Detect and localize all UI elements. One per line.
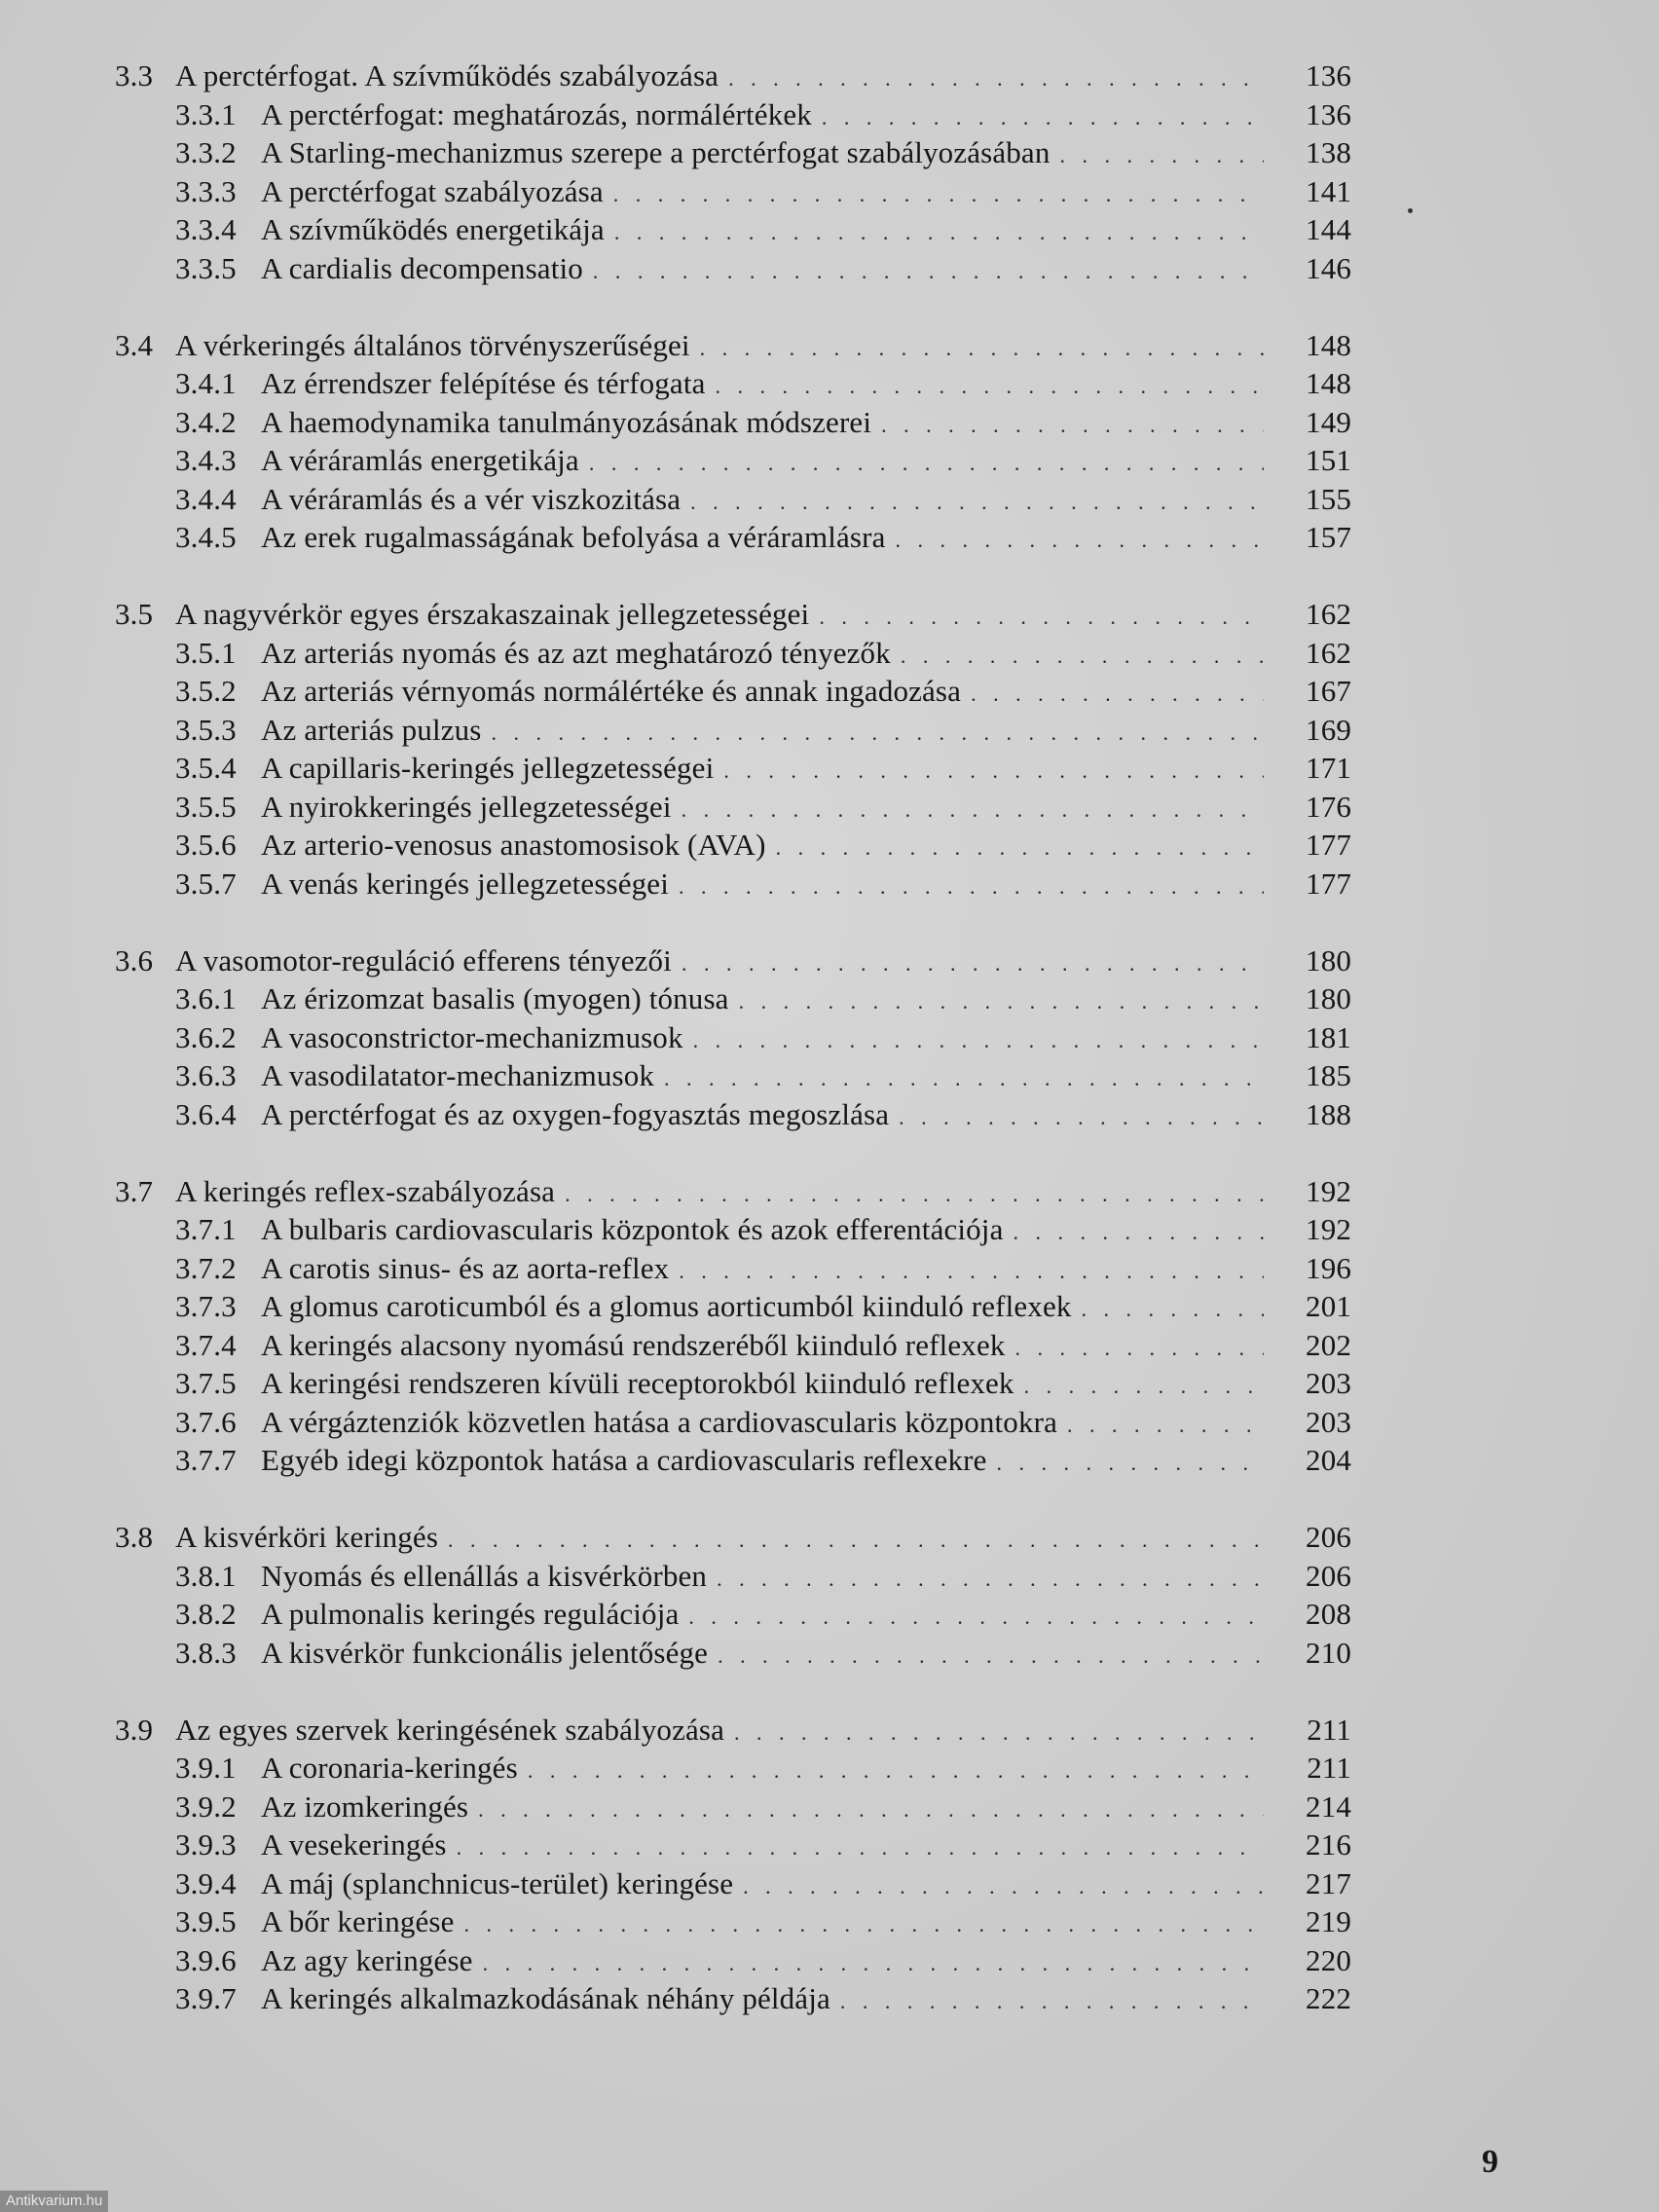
dot-leader <box>700 329 1264 368</box>
toc-section <box>115 1172 1351 1480</box>
subsection-number: 3.5.3 <box>175 712 237 747</box>
page-reference: 219 <box>1306 1904 1351 1938</box>
subsection-number: 3.3.3 <box>175 173 237 208</box>
dot-leader <box>688 1598 1264 1637</box>
toc-section <box>115 326 1351 557</box>
page-reference: 202 <box>1306 1327 1351 1362</box>
page-reference: 217 <box>1306 1865 1351 1900</box>
dot-leader <box>1013 1213 1264 1252</box>
toc-section <box>115 941 1351 1134</box>
toc-section <box>115 1518 1351 1672</box>
subsection-title: Az arteriás pulzus <box>261 712 482 747</box>
subsection-title: A vesekeringés <box>261 1827 447 1862</box>
subsection-number: 3.5.2 <box>175 674 237 708</box>
toc-subsection-row <box>115 480 1351 519</box>
dot-leader <box>739 982 1264 1021</box>
subsection-title: A nyirokkeringés jellegzetességei <box>261 789 672 824</box>
subsection-title: A perctérfogat szabályozása <box>261 173 604 208</box>
section-number: 3.5 <box>115 597 154 631</box>
subsection-number: 3.3.2 <box>175 135 237 169</box>
section-title: A nagyvérkör egyes érszakaszainak jellegzetességei <box>175 597 810 631</box>
toc-subsection-row <box>115 518 1351 557</box>
toc-section-row <box>115 1172 1351 1211</box>
dot-leader <box>1067 1406 1264 1445</box>
dot-leader <box>448 1521 1264 1560</box>
subsection-number: 3.8.1 <box>175 1558 237 1593</box>
section-number: 3.3 <box>115 58 154 92</box>
toc-subsection-row <box>115 1902 1351 1941</box>
toc-subsection-row <box>115 634 1351 673</box>
toc-subsection-row <box>115 749 1351 788</box>
dot-leader <box>682 791 1264 830</box>
toc-subsection-row <box>115 1364 1351 1403</box>
subsection-number: 3.5.1 <box>175 635 237 670</box>
section-title: A perctérfogat. A szívműködés szabályozása <box>175 58 719 92</box>
subsection-number: 3.9.7 <box>175 1981 237 2015</box>
toc-subsection-row <box>115 1249 1351 1288</box>
subsection-title: A carotis sinus- és az aorta-reflex <box>261 1250 670 1285</box>
page-reference: 220 <box>1306 1942 1351 1977</box>
section-number: 3.6 <box>115 942 154 977</box>
subsection-number: 3.5.7 <box>175 866 237 901</box>
toc-subsection-row <box>115 249 1351 288</box>
watermark: Antikvarium.hu <box>0 2191 108 2212</box>
subsection-number: 3.6.1 <box>175 981 237 1015</box>
page-reference: 136 <box>1306 58 1351 92</box>
page-reference: 203 <box>1306 1404 1351 1439</box>
page-reference: 204 <box>1306 1443 1351 1477</box>
subsection-title: Az arterio-venosus anastomosisok (AVA) <box>261 828 766 862</box>
subsection-title: A pulmonalis keringés regulációja <box>261 1597 680 1631</box>
dot-leader <box>1024 1367 1264 1406</box>
dot-leader <box>734 1714 1264 1752</box>
dot-leader <box>682 944 1264 983</box>
dot-leader <box>679 1252 1264 1291</box>
subsection-title: A keringés alkalmazkodásának néhány példája <box>261 1981 830 2015</box>
toc-subsection-row <box>115 95 1351 134</box>
page-reference: 144 <box>1306 212 1351 246</box>
toc-subsection-row <box>115 1287 1351 1326</box>
toc-subsection-row <box>115 1749 1351 1788</box>
subsection-number: 3.7.1 <box>175 1212 237 1246</box>
dot-leader <box>483 1944 1264 1983</box>
dot-leader <box>593 252 1264 291</box>
dot-leader <box>1082 1290 1264 1329</box>
subsection-title: Az izomkeringés <box>261 1788 469 1824</box>
subsection-number: 3.3.5 <box>175 250 237 285</box>
page-reference: 185 <box>1306 1058 1351 1092</box>
subsection-number: 3.6.2 <box>175 1019 237 1054</box>
subsection-title: Az arteriás vérnyomás normálértéke és annak ingadozása <box>261 674 962 708</box>
toc-section-row <box>115 595 1351 634</box>
toc-subsection-row <box>115 1441 1351 1480</box>
dot-leader <box>728 59 1264 98</box>
toc-subsection-row <box>115 1864 1351 1903</box>
dot-leader <box>717 1560 1264 1599</box>
subsection-title: A glomus caroticumból és a glomus aorticumból kiinduló reflexek <box>261 1289 1072 1323</box>
toc-subsection-row <box>115 1326 1351 1365</box>
subsection-title: Az érizomzat basalis (myogen) tónusa <box>261 981 729 1015</box>
dot-leader <box>693 1021 1264 1060</box>
section-number: 3.4 <box>115 327 154 362</box>
subsection-number: 3.7.5 <box>175 1366 237 1400</box>
subsection-title: A coronaria-keringés <box>261 1751 518 1785</box>
page-reference: 216 <box>1306 1827 1351 1862</box>
toc-section-row <box>115 326 1351 365</box>
subsection-title: A véráramlás energetikája <box>261 443 579 477</box>
page-reference: 136 <box>1306 96 1351 131</box>
page-reference: 155 <box>1306 481 1351 516</box>
subsection-title: A keringés alacsony nyomású rendszeréből kiinduló reflexek <box>261 1327 1006 1362</box>
page-reference: 148 <box>1306 327 1351 362</box>
toc-subsection-row <box>115 672 1351 711</box>
section-title: A kisvérköri keringés <box>175 1520 439 1554</box>
subsection-number: 3.9.3 <box>175 1827 237 1862</box>
subsection-number: 3.8.3 <box>175 1635 237 1670</box>
page-reference: 180 <box>1306 942 1351 977</box>
section-title: Az egyes szervek keringésének szabályozása <box>175 1712 725 1747</box>
toc-subsection-row <box>115 1403 1351 1442</box>
dot-leader <box>589 444 1264 483</box>
subsection-number: 3.5.5 <box>175 789 237 824</box>
page-reference: 206 <box>1306 1520 1351 1554</box>
toc-subsection-row <box>115 1634 1351 1673</box>
dot-leader <box>565 1175 1264 1214</box>
dot-leader <box>718 1637 1264 1676</box>
toc-subsection-row <box>115 788 1351 827</box>
toc-section-row <box>115 1711 1351 1750</box>
page-reference: 176 <box>1306 789 1351 824</box>
subsection-number: 3.7.3 <box>175 1289 237 1323</box>
subsection-title: Az erek rugalmasságának befolyása a véráramlásra <box>261 520 886 554</box>
subsection-number: 3.8.2 <box>175 1597 237 1631</box>
section-title: A vasomotor-reguláció efferens tényezői <box>175 942 672 977</box>
dot-leader <box>776 829 1264 867</box>
dot-leader <box>1015 1329 1264 1368</box>
subsection-title: A capillaris-keringés jellegzetességei <box>261 751 715 785</box>
toc-subsection-row <box>115 1018 1351 1057</box>
subsection-number: 3.4.4 <box>175 481 237 516</box>
toc-subsection-row <box>115 1595 1351 1634</box>
subsection-title: A szívműködés energetikája <box>261 212 605 246</box>
subsection-title: Az arteriás nyomás és az azt meghatározó tényezők <box>261 635 891 670</box>
toc-subsection-row <box>115 1788 1351 1826</box>
page-reference: 196 <box>1306 1250 1351 1285</box>
subsection-number: 3.9.2 <box>175 1788 237 1824</box>
subsection-title: A kisvérkör funkcionális jelentősége <box>261 1635 709 1670</box>
page-reference: 222 <box>1306 1981 1351 2015</box>
subsection-number: 3.7.4 <box>175 1327 237 1362</box>
page-reference: 157 <box>1306 520 1351 554</box>
subsection-number: 3.5.6 <box>175 828 237 862</box>
section-number: 3.7 <box>115 1173 154 1208</box>
toc-section <box>115 56 1351 287</box>
page-reference: 162 <box>1306 597 1351 631</box>
dot-leader <box>528 1751 1264 1790</box>
page-reference: 177 <box>1306 866 1351 901</box>
subsection-title: A bulbaris cardiovascularis központok és azok efferentációja <box>261 1212 1004 1246</box>
page-reference: 203 <box>1306 1366 1351 1400</box>
toc-subsection-row <box>115 1941 1351 1980</box>
dot-leader <box>896 521 1264 560</box>
subsection-title: A perctérfogat és az oxygen-fogyasztás megoszlása <box>261 1096 890 1131</box>
page-reference: 192 <box>1306 1173 1351 1208</box>
page-reference: 171 <box>1306 751 1351 785</box>
toc-subsection-row <box>115 172 1351 211</box>
dot-leader <box>822 98 1264 137</box>
page-reference: 181 <box>1306 1019 1351 1054</box>
dot-leader <box>613 175 1264 214</box>
toc-subsection-row <box>115 364 1351 403</box>
toc-section <box>115 1711 1351 2018</box>
page-reference: 192 <box>1306 1212 1351 1246</box>
subsection-title: A venás keringés jellegzetességei <box>261 866 669 901</box>
dot-leader <box>901 637 1264 676</box>
subsection-number: 3.9.1 <box>175 1751 237 1785</box>
subsection-title: A vasodilatator-mechanizmusok <box>261 1058 655 1092</box>
section-number: 3.9 <box>115 1712 154 1747</box>
subsection-title: A perctérfogat: meghatározás, normálértékek <box>261 96 812 131</box>
subsection-number: 3.6.3 <box>175 1058 237 1092</box>
subsection-number: 3.3.1 <box>175 96 237 131</box>
toc-subsection-row <box>115 1979 1351 2018</box>
dot-leader <box>690 483 1264 522</box>
page-reference: 151 <box>1306 443 1351 477</box>
toc-section-row <box>115 941 1351 980</box>
subsection-title: Az érrendszer felépítése és térfogata <box>261 366 706 400</box>
page-reference: 141 <box>1306 173 1351 208</box>
page-reference: 167 <box>1306 674 1351 708</box>
page-reference: 210 <box>1306 1635 1351 1670</box>
page-reference: 208 <box>1306 1597 1351 1631</box>
subsection-number: 3.4.3 <box>175 443 237 477</box>
page-reference: 211 <box>1307 1712 1351 1747</box>
section-title: A keringés reflex-szabályozása <box>175 1173 556 1208</box>
dot-leader <box>478 1790 1264 1829</box>
dot-leader <box>723 752 1264 791</box>
page-reference: 162 <box>1306 635 1351 670</box>
dot-leader <box>743 1867 1264 1906</box>
subsection-title: Egyéb idegi központok hatása a cardiovascularis reflexekre <box>261 1443 987 1477</box>
toc-subsection-row <box>115 403 1351 442</box>
page-reference: 146 <box>1306 250 1351 285</box>
dot-leader <box>881 406 1264 445</box>
toc-subsection-row <box>115 1095 1351 1134</box>
subsection-number: 3.9.6 <box>175 1942 237 1977</box>
subsection-title: A vasoconstrictor-mechanizmusok <box>261 1019 683 1054</box>
subsection-title: A cardialis decompensatio <box>261 250 583 285</box>
toc-subsection-row <box>115 1557 1351 1596</box>
subsection-number: 3.4.5 <box>175 520 237 554</box>
subsection-title: A keringési rendszeren kívüli receptorokból kiinduló reflexek <box>261 1366 1014 1400</box>
dot-leader <box>464 1905 1264 1944</box>
subsection-number: 3.3.4 <box>175 212 237 246</box>
toc-subsection-row <box>115 133 1351 172</box>
toc-subsection-row <box>115 1056 1351 1095</box>
subsection-number: 3.9.5 <box>175 1904 237 1938</box>
dot-leader <box>971 675 1264 714</box>
subsection-title: Nyomás és ellenállás a kisvérkörben <box>261 1558 708 1593</box>
subsection-title: A véráramlás és a vér viszkozitása <box>261 481 682 516</box>
dot-leader <box>997 1444 1265 1483</box>
section-title: A vérkeringés általános törvényszerűségei <box>175 327 690 362</box>
toc-subsection-row <box>115 826 1351 865</box>
dot-leader <box>840 1982 1264 2021</box>
subsection-number: 3.7.2 <box>175 1250 237 1285</box>
subsection-title: A bőr keringése <box>261 1904 455 1938</box>
page-reference: 148 <box>1306 366 1351 400</box>
subsection-title: Az agy keringése <box>261 1942 473 1977</box>
dot-leader <box>819 598 1264 637</box>
ink-speck <box>1408 208 1413 213</box>
dot-leader <box>457 1828 1264 1867</box>
dot-leader <box>492 714 1265 753</box>
dot-leader <box>614 213 1264 252</box>
toc-subsection-row <box>115 865 1351 903</box>
toc-section-row <box>115 56 1351 95</box>
toc-subsection-row <box>115 1825 1351 1864</box>
subsection-title: A vérgáztenziók közvetlen hatása a cardiovascularis központokra <box>261 1404 1057 1439</box>
subsection-title: A máj (splanchnicus-terület) keringése <box>261 1865 734 1900</box>
dot-leader <box>899 1098 1264 1137</box>
page-reference: 149 <box>1306 404 1351 439</box>
subsection-number: 3.4.2 <box>175 404 237 439</box>
subsection-number: 3.7.6 <box>175 1404 237 1439</box>
page-reference: 177 <box>1306 828 1351 862</box>
subsection-title: A Starling-mechanizmus szerepe a perctérfogat szabályozásában <box>261 135 1051 169</box>
dot-leader <box>664 1059 1264 1098</box>
page-reference: 201 <box>1306 1289 1351 1323</box>
toc-section <box>115 595 1351 903</box>
toc-subsection-row <box>115 441 1351 480</box>
table-of-contents <box>115 56 1351 2056</box>
toc-subsection-row <box>115 1210 1351 1249</box>
page-reference: 211 <box>1307 1751 1351 1785</box>
subsection-number: 3.4.1 <box>175 366 237 400</box>
page-reference: 214 <box>1306 1788 1351 1824</box>
section-number: 3.8 <box>115 1520 154 1554</box>
page-reference: 138 <box>1306 135 1351 169</box>
toc-section-row <box>115 1518 1351 1557</box>
subsection-title: A haemodynamika tanulmányozásának módszerei <box>261 404 872 439</box>
page-reference: 169 <box>1306 712 1351 747</box>
toc-subsection-row <box>115 979 1351 1018</box>
page-reference: 206 <box>1306 1558 1351 1593</box>
page-number: 9 <box>1482 2144 1498 2180</box>
subsection-number: 3.5.4 <box>175 751 237 785</box>
toc-subsection-row <box>115 210 1351 249</box>
subsection-number: 3.9.4 <box>175 1865 237 1900</box>
dot-leader <box>716 367 1264 406</box>
toc-subsection-row <box>115 711 1351 750</box>
subsection-number: 3.6.4 <box>175 1096 237 1131</box>
dot-leader <box>679 867 1264 906</box>
page-reference: 180 <box>1306 981 1351 1015</box>
dot-leader <box>1059 136 1264 175</box>
subsection-number: 3.7.7 <box>175 1443 237 1477</box>
page-reference: 188 <box>1306 1096 1351 1131</box>
